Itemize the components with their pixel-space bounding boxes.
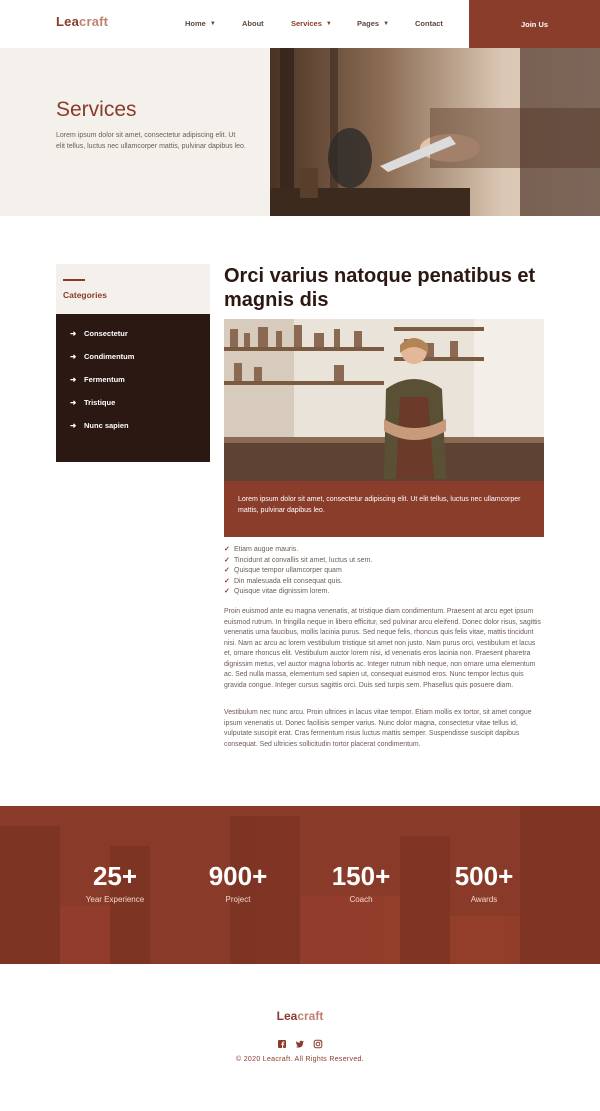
title-accent-line: [63, 279, 85, 281]
instagram-icon[interactable]: [313, 1036, 323, 1046]
check-item: [224, 556, 372, 567]
check-item-text: Quisque tempor ullamcorper quam: [234, 567, 342, 574]
check-item-text: Etiam augue mauris.: [234, 546, 299, 553]
chevron-down-icon: ▼: [383, 21, 390, 27]
nav-item-contact[interactable]: [415, 19, 443, 28]
category-item[interactable]: [70, 375, 125, 384]
category-label: Tristique: [84, 398, 116, 407]
nav-item-label: Pages: [357, 19, 380, 28]
check-item: [224, 577, 372, 588]
article-paragraph: Proin euismod ante eu magna venenatis, at tristique diam condimentum. Praesent at arcu eget ipsum euismod rutrum. In fringilla neque in libero efficitur, sed pulvinar arcu eleifend. Donec dolor risus, sagittis venenatis urna faucibus, mollis lacinia purus. Sed neque felis, rhoncus quis felis vitae, mattis tincidunt nisi. Nam ac arcu ac lorem vestibulum tristique sit amet non justo. Nam purus orci, vestibulum et lacus et, ornare rhoncus elit. Vestibulum auctor lorem nisi, id venenatis eros lacinia non. Praesent pharetra dignissim metus, vel auctor magna lobortis ac. Integer rutrum nibh neque, non ornare urna elementum ac. Sed nulla massa, elementum sed sapien ut, consequat euismod eros. Nunc tempor lectus quis gravida congue. Integer cursus sagittis orci. Duis sed turpis sem. Phasellus quis posuere diam.: [224, 608, 542, 689]
stat-value: 150+: [331, 861, 391, 891]
twitter-icon[interactable]: [295, 1036, 305, 1046]
categories-header: [56, 264, 210, 314]
nav-item-label: Services: [291, 19, 322, 28]
footer-logo[interactable]: [0, 1009, 600, 1023]
feature-checklist: [224, 545, 372, 598]
join-us-button[interactable]: Join Us: [469, 0, 600, 48]
check-icon: ✓: [224, 588, 230, 595]
nav-item-label: About: [242, 19, 264, 28]
category-label: Nunc sapien: [84, 421, 129, 430]
check-item: [224, 566, 372, 577]
check-item-text: Quisque vitae dignissim lorem.: [234, 588, 330, 595]
nav-item-about[interactable]: [242, 19, 264, 28]
nav-item-label: Contact: [415, 19, 443, 28]
category-label: Condimentum: [84, 352, 135, 361]
category-item[interactable]: [70, 421, 129, 430]
chevron-down-icon: ▼: [325, 21, 332, 27]
categories-title: Categories: [63, 290, 107, 300]
nav-item-services[interactable]: [291, 19, 332, 28]
copyright: © 2020 Leacraft. All Rights Reserved.: [236, 1056, 364, 1063]
logo[interactable]: [56, 14, 108, 29]
check-item: [224, 587, 372, 598]
category-item[interactable]: [70, 352, 134, 361]
arrow-right-icon: ➜: [70, 398, 77, 407]
stat-label: Coach: [349, 895, 373, 904]
nav-item-pages[interactable]: [357, 19, 389, 28]
stat-label: Project: [225, 895, 251, 904]
article-quote: Lorem ipsum dolor sit amet, consectetur adipiscing elit. Ut elit tellus, luctus nec ullamcorper mattis, pulvinar dapibus leo.: [224, 481, 544, 537]
stat-value: 500+: [454, 861, 514, 891]
check-item: [224, 545, 372, 556]
arrow-right-icon: ➜: [70, 421, 77, 430]
stat-label: Year Experience: [85, 895, 145, 904]
logo-part-1: Lea: [56, 14, 80, 29]
site-header: [0, 0, 600, 48]
check-icon: ✓: [224, 556, 230, 564]
facebook-icon[interactable]: [277, 1036, 287, 1046]
article-title: Orci varius natoque penatibus et magnis dis: [224, 265, 536, 311]
stat-value: 900+: [208, 861, 268, 891]
stat-label: Awards: [470, 895, 498, 904]
logo-part-1: Lea: [276, 1009, 298, 1023]
arrow-right-icon: ➜: [70, 329, 77, 338]
check-icon: ✓: [224, 546, 230, 553]
category-label: Consectetur: [84, 329, 128, 338]
category-label: Fermentum: [84, 375, 125, 384]
hero-image: [270, 48, 600, 216]
stat-value: 25+: [92, 861, 138, 891]
article-paragraph: Vestibulum nec nunc arcu. Proin ultrices in lacus vitae tempor. Etiam mollis ex tortor, sit amet congue ipsum venenatis ut. Donec facilisis semper varius. Nunc dolor magna, consectetur vitae tellus id, vulputate suscipit erat. Cras fermentum risus luctus mattis semper. Suspendisse suscipit dapibus consequat. Sed ultricies sollicitudin tortor placerat condimentum.: [224, 709, 532, 748]
check-item-text: Tincidunt at convallis sit amet, luctus ut sem.: [234, 556, 373, 564]
logo-part-2: craft: [297, 1009, 324, 1023]
nav-item-label: Home: [185, 19, 206, 28]
nav-item-home[interactable]: [185, 19, 216, 28]
check-item-text: Din malesuada elit consequat quis.: [234, 577, 343, 585]
hero-description: Lorem ipsum dolor sit amet, consectetur adipiscing elit. Ut elit tellus, luctus nec ullamcorper mattis, pulvinar dapibus leo.: [56, 132, 246, 150]
arrow-right-icon: ➜: [70, 352, 77, 361]
article-image: [224, 319, 544, 481]
logo-part-2: craft: [79, 14, 109, 29]
page-title: Services: [56, 98, 137, 121]
category-item[interactable]: [70, 329, 128, 338]
check-icon: ✓: [224, 567, 230, 574]
category-item[interactable]: [70, 398, 115, 407]
check-icon: ✓: [224, 577, 230, 585]
chevron-down-icon: ▼: [209, 21, 216, 27]
arrow-right-icon: ➜: [70, 375, 77, 384]
